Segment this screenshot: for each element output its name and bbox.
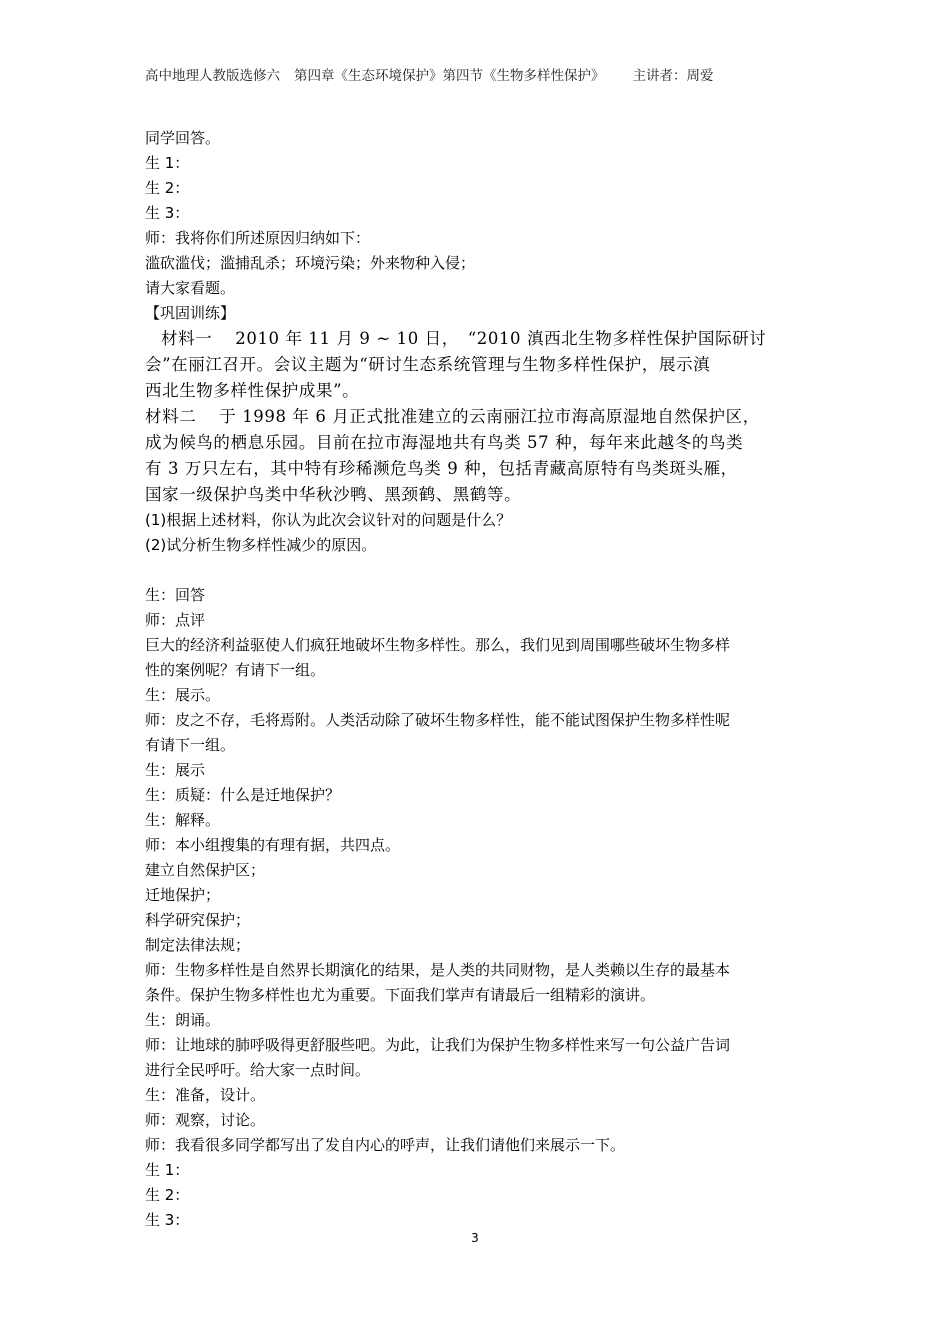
dialogue-line: 师：本小组搜集的有理有据，共四点。 (145, 836, 401, 854)
blank-line (145, 558, 810, 583)
dialogue-line: 迁地保护； (145, 886, 221, 904)
header-chapter: 第四章《生态环境保护》第四节《生物多样性保护》 (294, 68, 605, 84)
dialogue-line: 条件。保护生物多样性也尤为重要。下面我们掌声有请最后一组精彩的演讲。 (145, 986, 656, 1004)
dialogue-line: 生：准备，设计。 (145, 1086, 266, 1104)
text-line: 生 1： (145, 154, 190, 172)
text-line: 同学回答。 (145, 129, 221, 147)
text-line: 生 2： (145, 179, 190, 197)
dialogue-line: 生 3： (145, 1211, 190, 1229)
material-line: 西北生物多样性保护成果”。 (145, 381, 360, 400)
dialogue-line: 生：回答 (145, 586, 206, 604)
material-line: 材料二 于 1998 年 6 月正式批准建立的云南丽江拉市海高原湿地自然保护区， (145, 407, 760, 426)
material-line: 国家一级保护鸟类中华秋沙鸭、黑颈鹤、黑鹤等。 (145, 485, 522, 504)
dialogue-line: 性的案例呢？有请下一组。 (145, 661, 326, 679)
dialogue-line: 进行全民呼吁。给大家一点时间。 (145, 1061, 371, 1079)
dialogue-line: 生：解释。 (145, 811, 221, 829)
dialogue-line: 生：展示 (145, 761, 206, 779)
dialogue-line: 巨大的经济利益驱使人们疯狂地破坏生物多样性。那么，我们见到周围哪些破坏生物多样 (145, 636, 731, 654)
material-line: 成为候鸟的栖息乐园。目前在拉市海湿地共有鸟类 57 种，每年来此越冬的鸟类 (145, 433, 744, 452)
text-line: 师：我将你们所述原因归纳如下： (145, 229, 371, 247)
dialogue-line: 师：我看很多同学都写出了发自内心的呼声，让我们请他们来展示一下。 (145, 1136, 626, 1154)
dialogue-line: 生：质疑：什么是迁地保护？ (145, 786, 341, 804)
dialogue-line: 科学研究保护； (145, 911, 251, 929)
document-body (145, 126, 810, 1233)
section-heading: 【巩固训练】 (145, 304, 236, 322)
dialogue-line: 师：生物多样性是自然界长期演化的结果，是人类的共同财物，是人类赖以生存的最基本 (145, 961, 731, 979)
text-line: 生 3： (145, 204, 190, 222)
header-presenter: 主讲者：周爱 (632, 68, 714, 84)
question-line: (2)试分析生物多样性减少的原因。 (145, 536, 377, 554)
material-line: 会”在丽江召开。会议主题为“研讨生态系统管理与生物多样性保护，展示滇 (145, 355, 711, 374)
page-number: 3 (471, 1231, 479, 1245)
dialogue-line: 建立自然保护区； (145, 861, 266, 879)
dialogue-line: 师：观察，讨论。 (145, 1111, 266, 1129)
dialogue-line: 师：皮之不存，毛将焉附。人类活动除了破坏生物多样性，能不能试图保护生物多样性呢 (145, 711, 731, 729)
dialogue-line: 制定法律法规； (145, 936, 251, 954)
material-line: 材料一 2010 年 11 月 9 ~ 10 日， “2010 滇西北生物多样性保护国际研讨 (161, 329, 767, 348)
page-header (145, 66, 845, 86)
dialogue-line: 生：朗诵。 (145, 1011, 221, 1029)
dialogue-line: 师：点评 (145, 611, 206, 629)
dialogue-line: 有请下一组。 (145, 736, 236, 754)
dialogue-line: 师：让地球的肺呼吸得更舒服些吧。为此，让我们为保护生物多样性来写一句公益广告词 (145, 1036, 731, 1054)
dialogue-line: 生 2： (145, 1186, 190, 1204)
question-line: (1)根据上述材料，你认为此次会议针对的问题是什么？ (145, 511, 512, 529)
text-line: 请大家看题。 (145, 279, 236, 297)
dialogue-line: 生：展示。 (145, 686, 221, 704)
material-line: 有 3 万只左右，其中特有珍稀濒危鸟类 9 种，包括青藏高原特有鸟类斑头雁， (145, 459, 738, 478)
dialogue-line: 生 1： (145, 1161, 190, 1179)
header-course: 高中地理人教版选修六 (145, 68, 280, 84)
text-line: 滥砍滥伐；滥捕乱杀；环境污染；外来物种入侵； (145, 254, 476, 272)
